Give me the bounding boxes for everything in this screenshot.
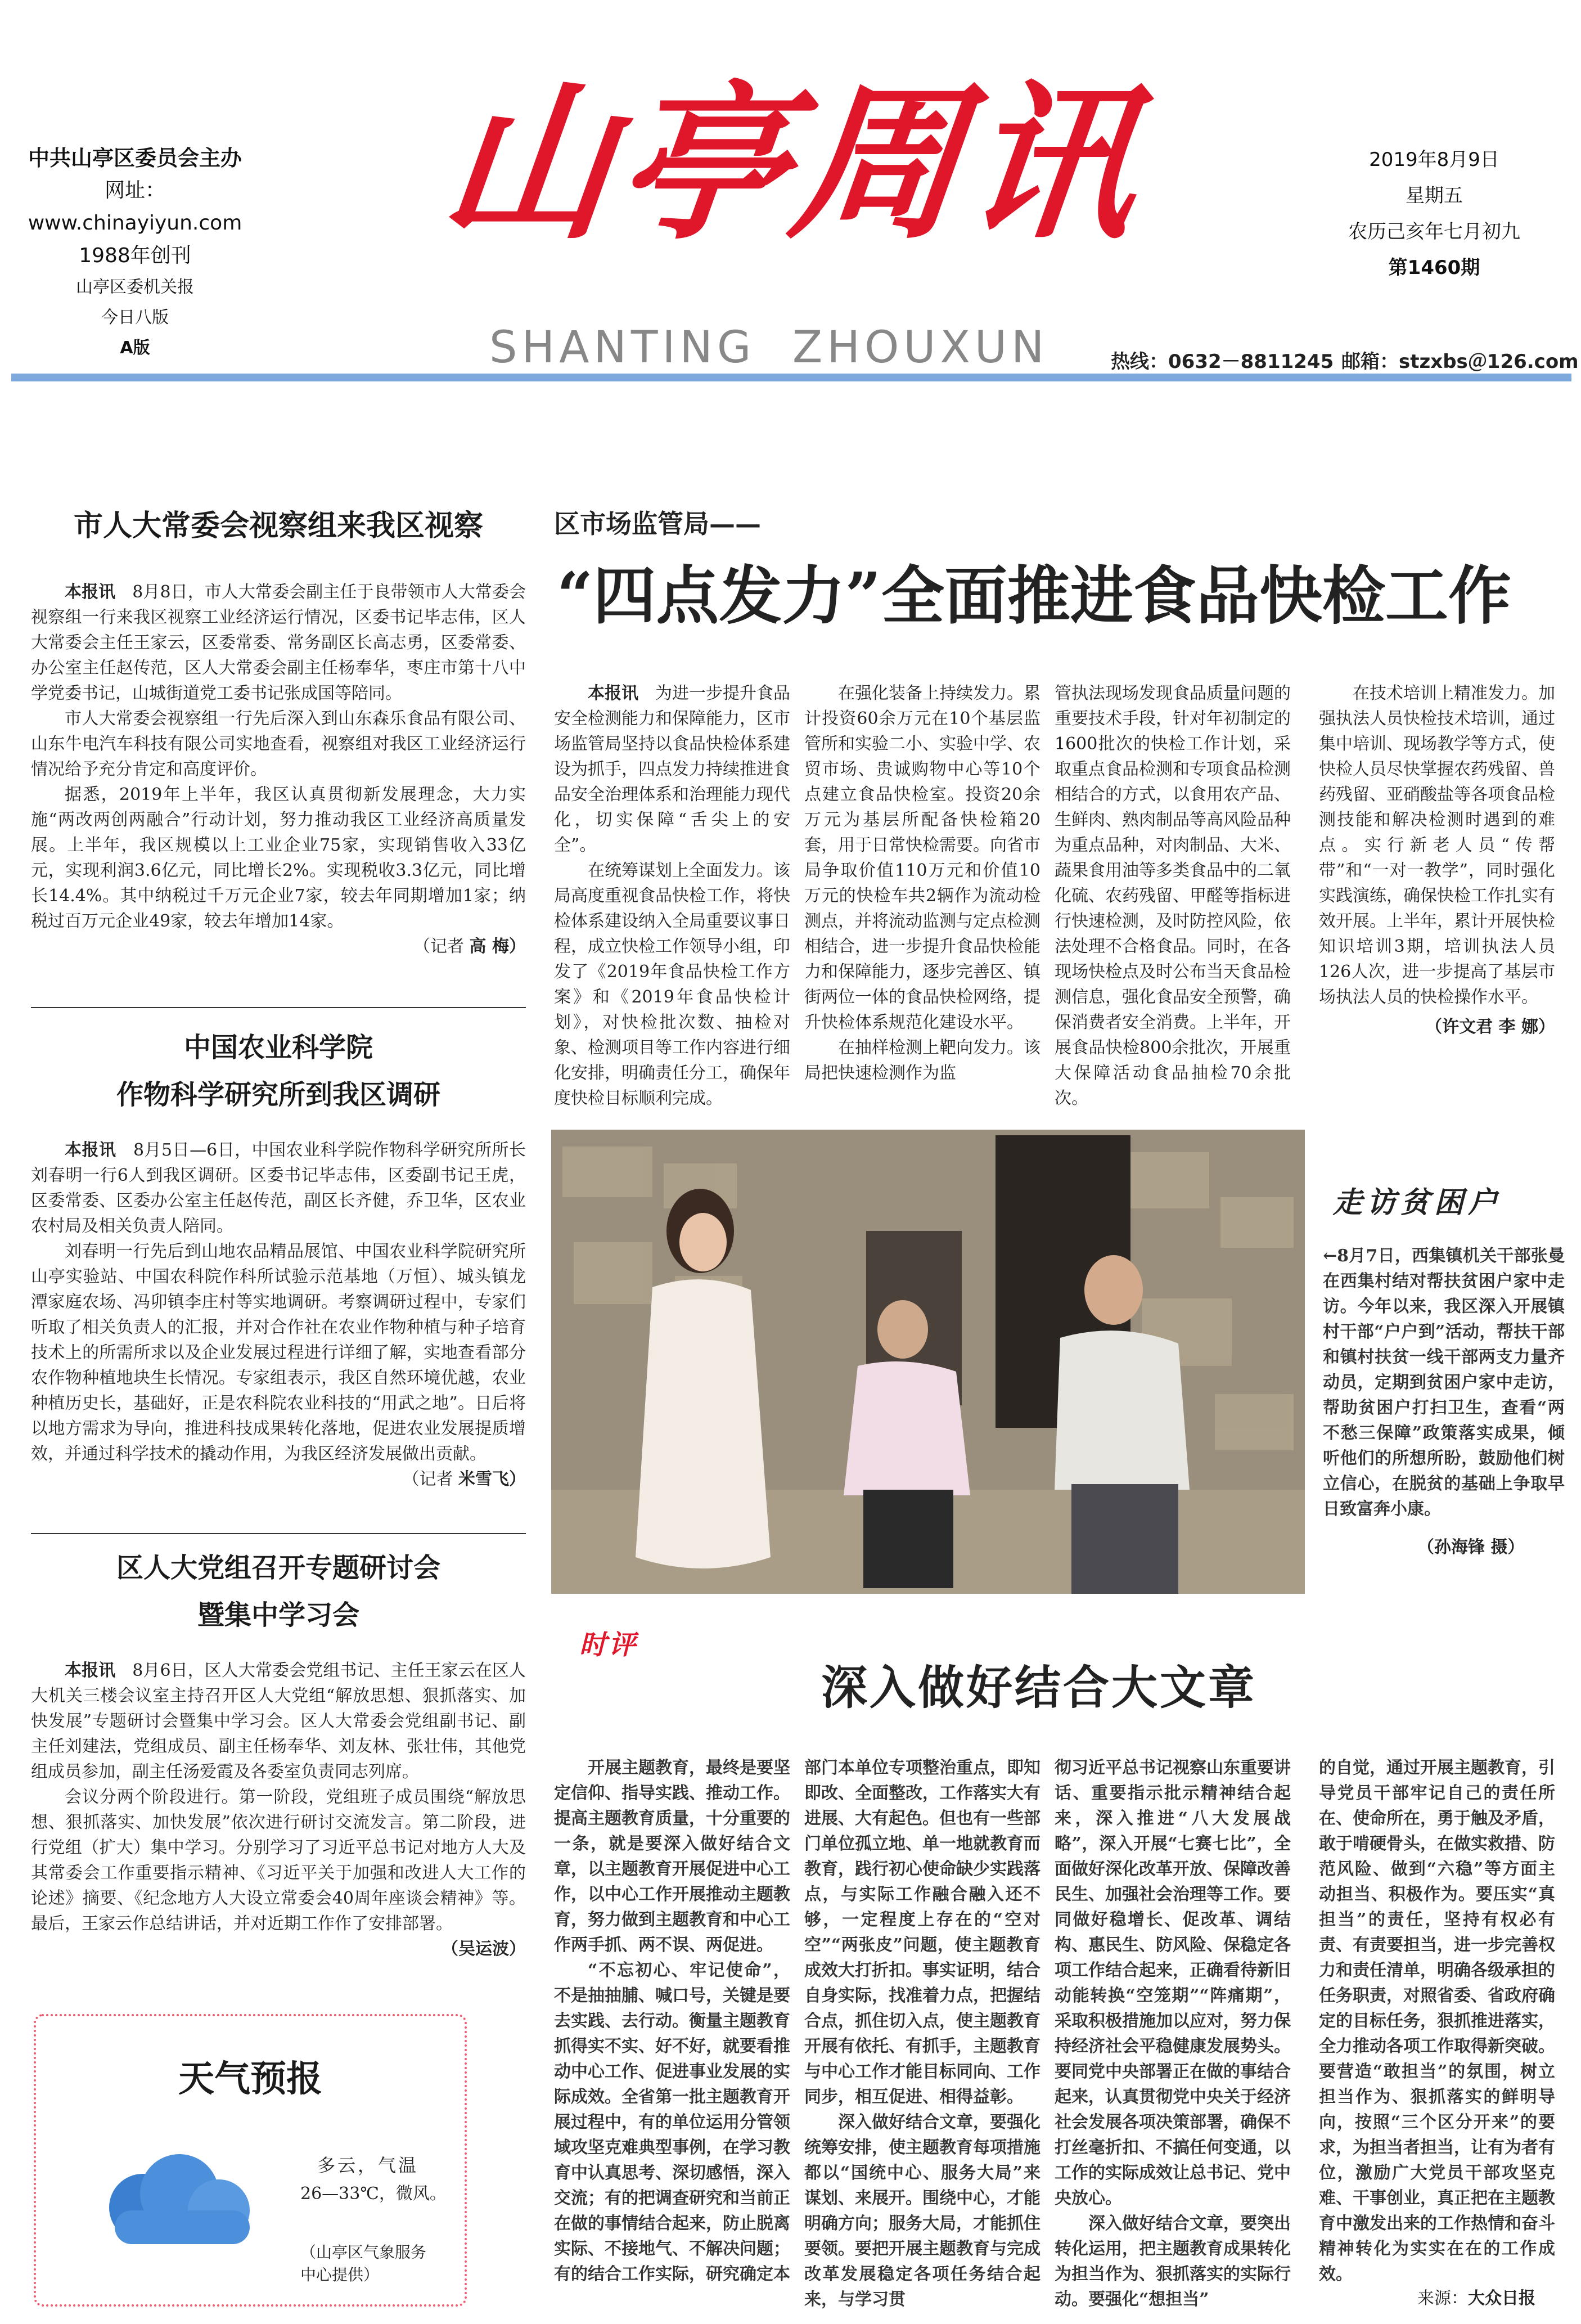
author-name: （许文君 李 娜）	[1425, 1017, 1555, 1037]
lead-text: 本报讯	[65, 582, 116, 602]
article-paragraph: 8月6日，区人大常委会党组书记、主任王家云在区人大机关三楼会议室主持召开区人大党组“解放思想、狠抓落实、加快发展”专题研讨会暨集中学习会。区人大常委会党组副书记、副主任刘建法，党组成员、副主任杨奉华、刘友林、张壮伟，其他党组成员参加，副主任汤爱霞及各委室负责同志列席。	[31, 1661, 526, 1782]
article-paragraph: 8月8日，市人大常委会副主任于良带领市人大常委会视察组一行来我区视察工业经济运行情况，区委书记毕志伟，区人大常委会主任王家云，区委常委、常务副区长高志勇，区委常委、办公室主任赵传范，区人大常委会副主任杨奉华，枣庄市第十八中学党委书记，山城街道党工委书记张成国等陪同。	[31, 582, 526, 703]
hotline-text: 热线：0632－8811245	[1111, 350, 1334, 373]
author-name: 米雪飞）	[458, 1469, 526, 1489]
article-npc-inspection	[31, 506, 526, 959]
article-paragraph: 开展主题教育，最终是要坚定信仰、指导实践、推动工作。提高主题教育质量，十分重要的一条，就是要深入做好结合文章，以主题教育开展促进中心工作，以中心工作开展推动主题教育，努力做到主题教育和中心工作两手抓、两不误、两促进。	[554, 1758, 790, 1955]
article-paragraph: 市人大常委会视察组一行先后深入到山东森乐食品有限公司、山东牛电汽车科技有限公司实地查看，视察组对我区工业经济运行情况给予充分肯定和高度评价。	[31, 709, 526, 779]
header-left-info	[22, 142, 247, 363]
commentary-col-1	[554, 1755, 790, 2287]
article-paragraph: 的自觉，通过开展主题教育，引导党员干部牢记自己的责任所在、使命所在，勇于触及矛盾，敢于啃硬骨头，在做实救措、防范风险、做到“六稳”等方面主动担当、积极作为。要压实“真担当”的责任，坚持有权必有责、有责要担当，进一步完善权力和责任清单，明确各级承担的任务职责，对照省委、省政府确定的目标任务，狠抓推进落实，全力推动各项工作取得新突破。要营造“敢担当”的氛围，树立担当作为、狠抓落实的鲜明导向，按照“三个区分开来”的要求，为担当者担当，让有为者有位，激励广大党员干部攻坚克难、干事创业，真正把在主题教育中激发出来的工作热情和奋斗精神转化为实实在在的工作成效。	[1319, 1758, 1555, 2284]
pages-text: 今日八版	[101, 308, 169, 327]
article-paragraph: 刘春明一行先后到山地农品精品展馆、中国农业科学院研究所山亭实验站、中国农科院作科所试验示范基地（万恒）、城头镇龙潭家庭农场、冯卯镇李庄村等实地调研。考察调研过程中，专家们听取了相关负责人的汇报，并对合作社在农业作物种植与种子培育技术上的所需所求以及企业发展过程进行详细了解，实地查看部分农作物种植地块生长情况。专家组表示，我区自然环境优越，农业种植历史长，基础好，正是农科院农业科技的“用武之地”。日后将以地方需求为导向，推进科技成果转化落地，促进农业发展提质增效，并通过科学技术的撬动作用，为我区经济发展做出贡献。	[31, 1242, 526, 1464]
article-paragraph: 深入做好结合文章，要突出转化运用，把主题教育成果转化为担当作为、狠抓落实的实际行动。要强化“想担当”	[1055, 2214, 1291, 2309]
lunar-date-text: 农历己亥年七月初九	[1348, 221, 1520, 243]
masthead-logo: 山亭周讯	[434, 64, 1152, 262]
article-paragraph: 在技术培训上精准发力。加强执法人员快检技术培训，通过集中培训、现场教学等方式，使快检人员尽快掌握农药残留、兽药残留、亚硝酸盐等各项食品检测技能和解决检测时遇到的难点。实行新老人员“传帮带”和“一对一教学”，同时强化实践演练，确保快检工作扎实有效开展。上半年，累计开展快检知识培训3期，培训执法人员126人次，进一步提高了基层市场执法人员的快检操作水平。	[1319, 684, 1555, 1007]
author-name: 高 梅）	[469, 937, 526, 956]
article-title: 区人大党组召开专题研讨会	[116, 1552, 440, 1584]
weather-title: 天气预报	[178, 2058, 322, 2100]
date-text: 2019年8月9日	[1369, 149, 1499, 171]
photo-illustration	[551, 1130, 1305, 1594]
commentary-col-4	[1319, 1755, 1555, 2287]
article-npc-seminar	[31, 1544, 526, 1962]
article-paragraph: 在统筹谋划上全面发力。该局高度重视食品快检工作，将快检体系建设纳入全局重要议事日程，成立快检工作领导小组，印发了《2019年食品快检工作方案》和《2019年食品快检计划》，对快检批次数、抽检对象、检测项目等工作内容进行细化安排，明确责任分工，确保年度快检目标顺利完成。	[554, 861, 790, 1108]
author-name: （吴运波）	[442, 1939, 526, 1959]
photo-caption: ←8月7日，西集镇机关干部张曼在西集村结对帮扶贫困户家中走访。今年以来，我区深入开展镇村干部“户户到”活动，帮扶干部和镇村扶贫一线干部两支力量齐动员，定期到贫困户家中走访，帮助贫困户打扫卫生，查看“两不愁三保障”政策落实成果，倾听他们的所想所盼，鼓励他们树立信心，在脱贫的基础上争取早日致富奔小康。	[1323, 1246, 1565, 1519]
photo-caption-title: 走访贫困户	[1333, 1185, 1502, 1220]
founded-text: 1988年创刊	[79, 244, 191, 267]
article-paragraph: 彻习近平总书记视察山东重要讲话、重要指示批示精神结合起来，深入推进“八大发展战略”，深入开展“七赛七比”，全面做好深化改革开放、保障改善民生、加强社会治理等工作。要同做好稳增长、促改革、调结构、惠民生、防风险、保稳定各项工作结合起来，正确看待新旧动能转换“空笼期”“阵痛期”，采取积极措施加以应对，努力保持经济社会平稳健康发展势头。要同党中央部署正在做的事结合起来，认真贯彻党中央关于经济社会发展各项决策部署，确保不打丝毫折扣、不搞任何变通，以工作的实际成效让总书记、党中央放心。	[1055, 1758, 1291, 2208]
header-right-info	[1316, 142, 1552, 286]
source-name: 大众日报	[1468, 2289, 1535, 2308]
news-photo	[551, 1130, 1305, 1594]
commentary-title: 深入做好结合大文章	[821, 1661, 1257, 1715]
article-paragraph: 为进一步提升食品安全检测能力和保障能力，区市场监管局坚持以食品快检体系建设为抓手，四点发力持续推进食品安全治理体系和治理能力现代化，切实保障“舌尖上的安全”。	[554, 684, 790, 855]
main-col-1	[554, 681, 790, 1111]
organ-text: 山亭区委机关报	[76, 277, 194, 297]
weather-box	[34, 2014, 467, 2307]
photo-credit: （孙海锋 摄）	[1417, 1538, 1525, 1557]
divider	[31, 1533, 526, 1534]
article-title: 中国农业科学院	[183, 1032, 373, 1063]
weather-text-2: 26—33℃，微风。	[300, 2184, 447, 2204]
edition-text: A版	[120, 338, 150, 358]
email-link[interactable]: 邮箱：stzxbs＠126.com	[1341, 350, 1579, 373]
article-paragraph: 8月5日—6日，中国农业科学院作物科学研究所所长刘春明一行6人到我区调研。区委书记毕志伟，区委副书记王虎，区委常委、区委办公室主任赵传范，副区长齐健，乔卫华，区农业农村局及相关负责人陪同。	[31, 1140, 526, 1236]
article-paragraph: 部门本单位专项整治重点，即知即改、全面整改，工作落实大有进展、大有起色。但也有一些部门单位孤立地、单一地就教育而教育，践行初心使命缺少实践落点，与实际工作融合融入还不够，一定程度上存在的“空对空”“两张皮”问题，使主题教育成效大打折扣。事实证明，结合自身实际，找准着力点，把握结合点，抓住切入点，使主题教育开展有依托、有抓手，主题教育与中心工作才能目标同向、工作同步，相互促进、相得益彰。	[804, 1758, 1041, 2107]
weather-source: （山亭区气象服务中心提供）	[300, 2243, 427, 2284]
sponsor-text: 中共山亭区委员会主办	[28, 146, 242, 170]
article-paragraph: 管执法现场发现食品质量问题的重要技术手段，针对年初制定的1600批次的快检工作计划，采取重点食品检测和专项食品检测相结合的方式，以食用农产品、生鲜肉、熟肉制品等高风险品种为重点品种，对肉制品、大米、蔬果食用油等多类食品中的二氧化硫、农药残留、甲醛等指标进行快速检测，及时防控风险，依法处理不合格食品。同时，在各现场快检点及时公布当天食品检测信息，强化食品安全预警，确保消费者安全消费。上半年，开展食品快检800余批次，开展重大保障活动食品抽检70余批次。	[1055, 684, 1291, 1108]
lead-text: 本报讯	[65, 1661, 116, 1680]
cloud-icon	[81, 2151, 272, 2247]
weather-text-1: 多云，气温	[317, 2155, 419, 2176]
article-paragraph: 在抽样检测上靶向发力。该局把快速检测作为监	[804, 1038, 1041, 1083]
article-paragraph: “不忘初心、牢记使命”，不是抽抽脯、喊口号，关键是要去实践、去行动。衡量主题教育抓得实不实、好不好，就要看推动中心工作、促进事业发展的实际成效。全省第一批主题教育开展过程中，有的单位运用分管领域攻坚克难典型事例，在学习教育中认真思考、深切感悟，深入交流；有的把调查研究和当前正在做的事情结合起来，防止脱离实际、不接地气、不解决问题；有的结合工作实际，研究确定本	[554, 1961, 790, 2284]
header-rule	[11, 374, 1571, 381]
divider	[31, 1007, 526, 1008]
article-paragraph: 会议分两个阶段进行。第一阶段，党组班子成员围绕“解放思想、狠抓落实、加快发展”依次进行研讨交流发言。第二阶段，进行党组（扩大）集中学习。分别学习了习近平总书记对地方人大及其常委会工作重要指示精神、《习近平关于加强和改进人大工作的论述》摘要、《纪念地方人大设立常委会40周年座谈会精神》等。最后，王家云作总结讲话，并对近期工作作了安排部署。	[31, 1787, 526, 1934]
weekday-text: 星期五	[1406, 185, 1463, 207]
commentary-tag: 时评	[579, 1629, 638, 1661]
article-paragraph: 深入做好结合文章，要强化统筹安排，使主题教育每项措施都以“国统中心、服务大局”来谋划、来展开。围绕中心，才能明确方向；服务大局，才能抓住要领。要把开展主题教育与完成改革发展稳定各项任务结合起来，与学习贯	[804, 2112, 1041, 2309]
main-article-kicker: 区市场监管局——	[554, 509, 761, 539]
source-label: 来源：	[1417, 2289, 1468, 2308]
lead-text: 本报讯	[588, 684, 638, 703]
article-subtitle: 暨集中学习会	[197, 1599, 359, 1631]
article-subtitle: 作物科学研究所到我区调研	[116, 1079, 440, 1111]
main-article-title: “四点发力”全面推进食品快检工作	[557, 559, 1511, 633]
byline: （记者	[402, 1469, 453, 1489]
byline: （记者	[413, 937, 464, 956]
main-col-3	[1055, 681, 1291, 1111]
article-paragraph: 在强化装备上持续发力。累计投资60余万元在10个基层监管所和实验二小、实验中学、农贸市场、贵诚购物中心等10个点建立食品快检室。投资20余万元为基层所配备快检箱20套，用于日常快检需要。向省市局争取价值110万元和价值10万元的快检车共2辆作为流动检测点，并将流动监测与定点检测相结合，进一步提升食品快检能力和保障能力，逐步完善区、镇街两位一体的食品快检网络，提升快检体系规范化建设水平。	[804, 684, 1041, 1032]
article-agri-academy	[31, 1024, 526, 1492]
article-title: 市人大常委会视察组来我区视察	[73, 509, 483, 543]
main-col-4	[1319, 681, 1555, 1040]
commentary-col-2	[804, 1755, 1041, 2312]
website-link[interactable]: 网址：www.chinayiyun.com	[28, 179, 242, 235]
article-paragraph: 据悉，2019年上半年，我区认真贯彻新发展理念，大力实施“两改两创两融合”行动计划，努力推动我区工业经济高质量发展。上半年，我区规模以上工业企业75家，实现销售收入33亿元，实现利润3.6亿元，同比增长2%。实现税收3.3亿元，同比增长14.4%。其中纳税过千万元企业7家，较去年同期增加1家；纳税过百万元企业49家，较去年增加14家。	[31, 785, 526, 931]
commentary-col-3	[1055, 1755, 1291, 2312]
masthead-pinyin: SHANTING ZHOUXUN	[489, 322, 1049, 373]
issue-number: 第1460期	[1388, 257, 1480, 279]
column-divider	[537, 495, 538, 2307]
commentary-source	[1417, 2284, 1535, 2309]
main-col-2	[804, 681, 1041, 1086]
lead-text: 本报讯	[65, 1140, 116, 1160]
